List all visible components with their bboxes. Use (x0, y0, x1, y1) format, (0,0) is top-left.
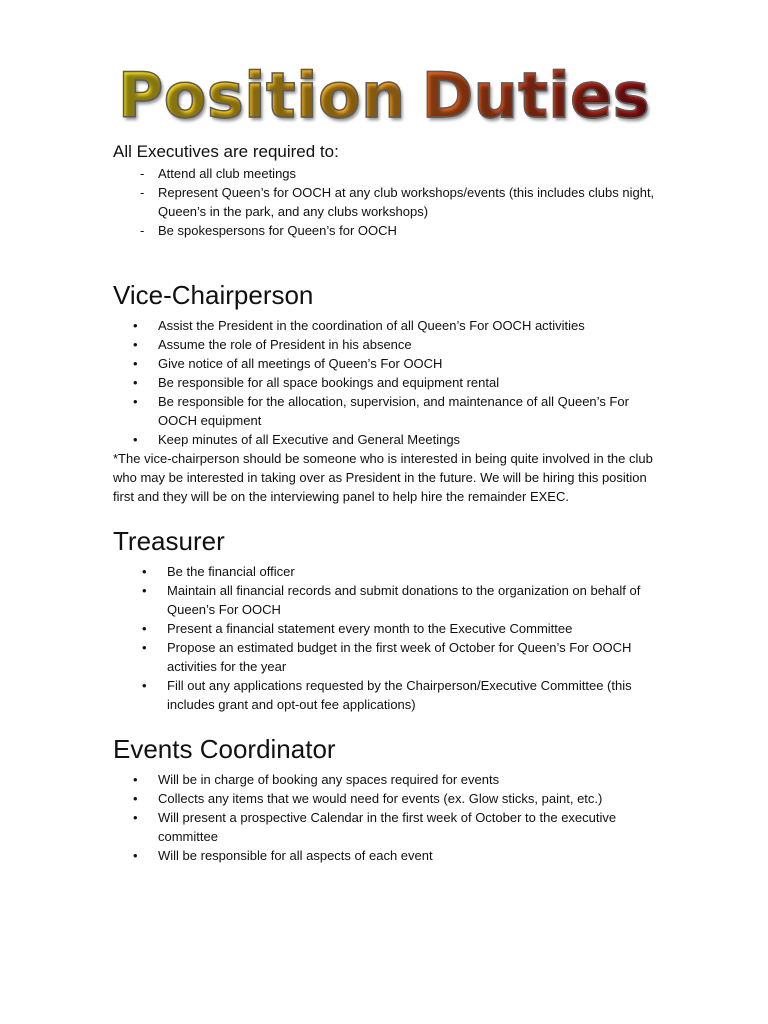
list-item: • Give notice of all meetings of Queen’s For OOCH (133, 356, 443, 371)
list-item: • Collects any items that we would need for events (ex. Glow sticks, paint, etc.) (133, 791, 603, 806)
list-item: • Assist the President in the coordination of all Queen’s For OOCH activities (133, 318, 585, 333)
bullet-marker: • (142, 583, 147, 598)
list-item: • Propose an estimated budget in the first week of October for Queen’s For OOCH activities for the year (142, 640, 632, 674)
bullet-marker: • (133, 810, 138, 825)
bullet-marker: • (133, 791, 138, 806)
intro-text: All Executives are required to: (113, 142, 339, 161)
list-item: • Present a financial statement every month to the Executive Committee (142, 621, 573, 636)
list-item: • Will present a prospective Calendar in the first week of October to the executive committee (133, 810, 617, 844)
events-coordinator-heading: Events Coordinator (113, 734, 336, 764)
vice-chairperson-duties (113, 316, 658, 449)
intro-list (113, 164, 658, 240)
list-item: - Be spokespersons for Queen’s for OOCH (140, 223, 397, 238)
title-word-duties: Duties (422, 56, 650, 136)
dash-marker: - (140, 185, 145, 200)
list-item: • Be responsible for all space bookings and equipment rental (133, 375, 500, 390)
events-coordinator-section (113, 732, 658, 865)
bullet-marker: • (133, 772, 138, 787)
events-coordinator-duties (113, 770, 658, 865)
vice-chairperson-heading: Vice-Chairperson (113, 280, 314, 310)
bullet-marker: • (133, 337, 138, 352)
bullet-marker: • (133, 318, 138, 333)
bullet-marker: • (142, 640, 147, 655)
list-item: - Attend all club meetings (140, 166, 297, 181)
list-item: • Be the financial officer (142, 564, 295, 579)
page-title (0, 56, 768, 136)
title-word-position: Position (118, 56, 406, 136)
list-item: • Maintain all financial records and submit donations to the organization on behalf of Queen’s For OOCH (142, 583, 641, 617)
list-item: • Be responsible for the allocation, supervision, and maintenance of all Queen’s For OOCH equipment (133, 394, 629, 428)
list-item: • Assume the role of President in his absence (133, 337, 412, 352)
bullet-marker: • (133, 432, 138, 447)
bullet-marker: • (133, 375, 138, 390)
treasurer-heading: Treasurer (113, 526, 225, 556)
bullet-marker: • (142, 678, 147, 693)
vice-chairperson-section (113, 278, 658, 506)
bullet-marker: • (133, 848, 138, 863)
dash-marker: - (140, 166, 145, 181)
bullet-marker: • (133, 394, 138, 409)
list-item: • Will be in charge of booking any spaces required for events (133, 772, 500, 787)
list-item: • Keep minutes of all Executive and General Meetings (133, 432, 461, 447)
document-body (113, 140, 658, 865)
vice-chairperson-note: *The vice-chairperson should be someone who is interested in being quite involved in the club who may be interested in taking over as President in the future. We will be hiring this position first and they will be on the interviewing panel to help hire the remainder EXEC. (113, 451, 653, 504)
list-item: • Fill out any applications requested by the Chairperson/Executive Committee (this includes grant and opt-out fee applications) (142, 678, 632, 712)
list-item: - Represent Queen’s for OOCH at any club workshops/events (this includes clubs night, Queen’s in the park, and any clubs workshops) (140, 185, 655, 219)
bullet-marker: • (142, 564, 147, 579)
list-item: • Will be responsible for all aspects of each event (133, 848, 433, 863)
treasurer-section (113, 524, 658, 714)
dash-marker: - (140, 223, 145, 238)
treasurer-duties (113, 562, 658, 714)
bullet-marker: • (133, 356, 138, 371)
bullet-marker: • (142, 621, 147, 636)
